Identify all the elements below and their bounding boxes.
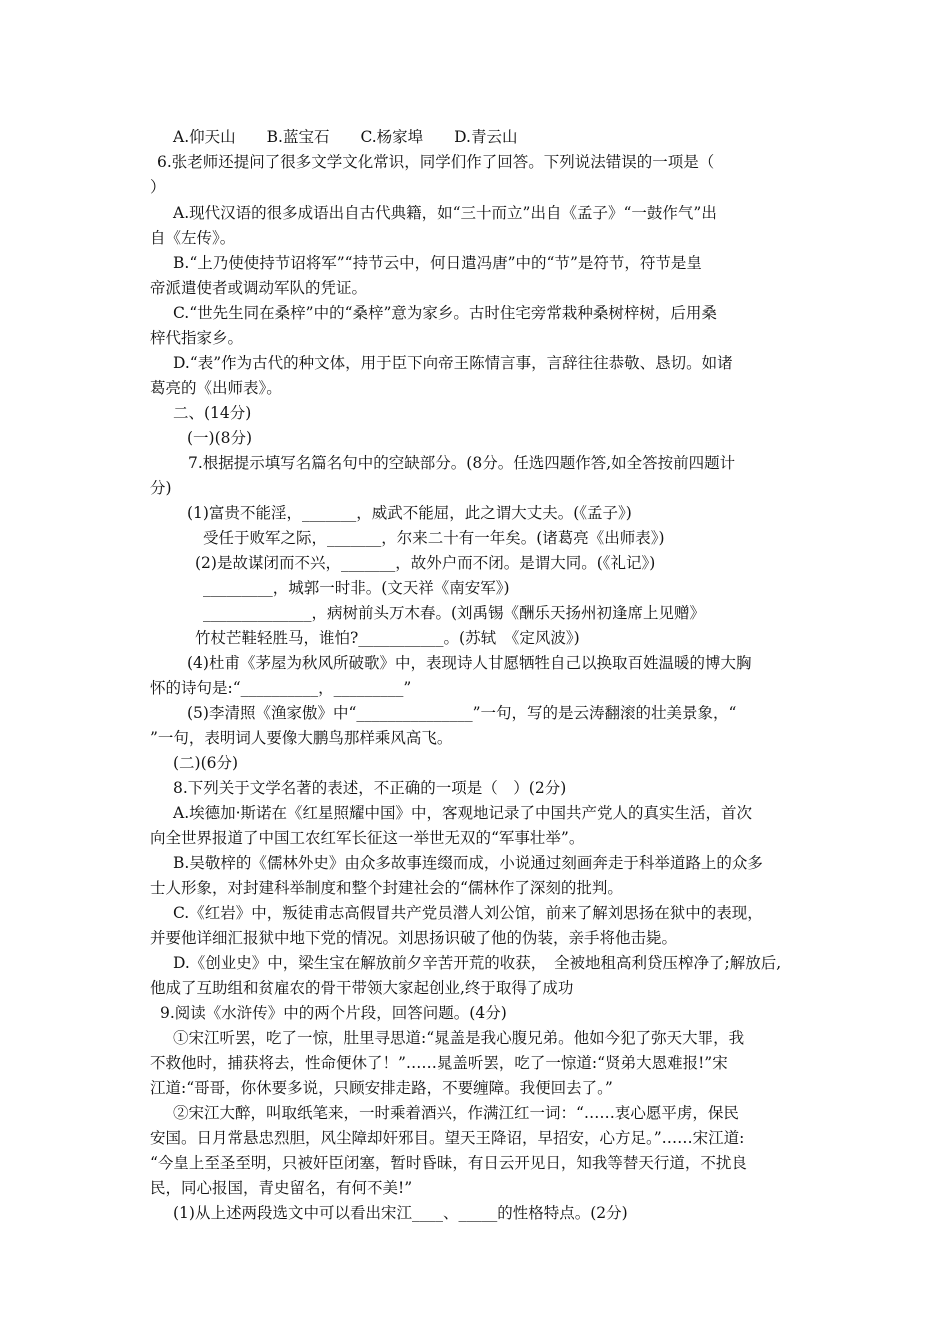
text-line: 帝派遣使者或调动军队的凭证。 <box>150 279 368 297</box>
text-line: D.“表”作为古代的种文体，用于臣下向帝王陈情言事，言辞往往恭敬、恳切。如诸 <box>173 354 733 372</box>
text-line: 受任于败军之际，_______，尔来二十有一年矣。(诸葛亮《出师表》) <box>203 529 665 547</box>
text-line: _________，城郭一时非。(文天祥《南安军》) <box>203 579 510 597</box>
text-line: B.“上乃使使持节诏将军”“持节云中，何日遣冯唐”中的“节”是符节，符节是皇 <box>173 254 702 272</box>
text-line: 士人形象，对封建科举制度和整个封建社会的“儒林作了深刻的批判。 <box>150 879 623 897</box>
subsection-heading: (一)(8分) <box>187 429 253 447</box>
text-line: ①宋江听罢，吃了一惊，肚里寻思道:“晁盖是我心腹兄弟。他如今犯了弥天大罪，我 <box>173 1029 745 1047</box>
text-line: B.吴敬梓的《儒林外史》由众多故事连缀而成，小说通过刻画奔走于科举道路上的众多 <box>173 854 763 872</box>
text-line: 并要他详细汇报狱中地下党的情况。刘思扬识破了他的伪装，亲手将他击毙。 <box>150 929 678 947</box>
subsection-heading: (二)(6分) <box>173 754 239 772</box>
text-line: 江道:“哥哥，你休要多说，只顾安排走路，不要缠障。我便回去了。” <box>150 1079 613 1097</box>
text-line: 6.张老师还提问了很多文学文化常识，同学们作了回答。下列说法错误的一项是（ <box>157 153 715 171</box>
text-line: ”一句，表明词人要像大鹏鸟那样乘风高飞。 <box>150 729 453 747</box>
text-line: (5)李清照《渔家傲》中“_______________”一句，写的是云涛翻滚的壮美景象，“ <box>187 704 737 722</box>
text-line: 分) <box>150 479 172 497</box>
text-line: C.《红岩》中，叛徒甫志高假冒共产党员潜人刘公馆，前来了解刘思扬在狱中的表现， <box>173 904 763 922</box>
text-line: 葛亮的《出师表》。 <box>150 379 282 397</box>
text-line: 不救他时，捕获将去，性命便休了！”……晁盖听罢，吃了一惊道:“贤弟大恩难报!”宋 <box>150 1054 728 1072</box>
text-line: (1)富贵不能淫，_______，威武不能屈，此之谓大丈夫。(《孟子》) <box>187 504 632 522</box>
text-line: ②宋江大醉，叫取纸笔来，一时乘着酒兴，作满江红一词：“……衷心愿平虏，保民 <box>173 1104 739 1122</box>
text-line: A.现代汉语的很多成语出自古代典籍，如“三十而立”出自《孟子》“一鼓作气”出 <box>173 204 717 222</box>
text-line: 向全世界报道了中国工农红军长征这一举世无双的“军事壮举”。 <box>150 829 585 847</box>
question-7: 7.根据提示填写名篇名句中的空缺部分。(8分。任选四题作答,如全答按前四题计 <box>188 454 736 472</box>
section-heading: 二、(14分) <box>173 404 252 422</box>
text-line: 安国。日月常悬忠烈胆，风尘障却奸邪目。望天王降诏，早招安，心方足。”……宋江道: <box>150 1129 745 1147</box>
text-line: D.《创业史》中，梁生宝在解放前夕辛苦开荒的收获， 全被地租高利贷压榨净了;解放后, <box>173 954 782 972</box>
text-line: 梓代指家乡。 <box>150 329 244 347</box>
text-line: 民，同心报国，青史留名，有何不美!” <box>150 1179 413 1197</box>
text-line: (1)从上述两段选文中可以看出宋江____、_____的性格特点。(2分) <box>173 1204 628 1222</box>
text-line: 怀的诗句是:“__________，_________” <box>150 679 412 697</box>
question-8: 8.下列关于文学名著的表述，不正确的一项是（ ）(2分) <box>173 779 567 797</box>
text-line: “今皇上至圣至明，只被奸臣闭塞，暂时昏昧，有日云开见日，知我等替天行道，不扰良 <box>150 1154 747 1172</box>
text-line: A.埃德加·斯诺在《红星照耀中国》中，客观地记录了中国共产党人的真实生活，首次 <box>173 804 753 822</box>
text-line: (2)是故谋闭而不兴，_______，故外户而不闭。是谓大同。(《礼记》) <box>195 554 656 572</box>
text-line: (4)杜甫《茅屋为秋风所破歌》中，表现诗人甘愿牺牲自己以换取百姓温暖的博大胸 <box>187 654 752 672</box>
text-line: ______________，病树前头万木春。(刘禹锡《酬乐天扬州初逢席上见赠》 <box>203 604 706 622</box>
text-line: 竹杖芒鞋轻胜马，谁怕?___________。(苏轼 《定风波》) <box>195 629 580 647</box>
text-line: 自《左传》。 <box>150 229 236 247</box>
question-9: 9.阅读《水浒传》中的两个片段，回答问题。(4分) <box>160 1004 507 1022</box>
text-line: ） <box>150 178 166 196</box>
text-line: C.“世先生同在桑梓”中的“桑梓”意为家乡。古时住宅旁常栽种桑树梓树，后用桑 <box>173 304 717 322</box>
text-line: 他成了互助组和贫雇农的骨干带领大家起创业,终于取得了成功 <box>150 979 574 997</box>
text-line: A.仰天山 B.蓝宝石 C.杨家埠 D.青云山 <box>173 128 518 146</box>
